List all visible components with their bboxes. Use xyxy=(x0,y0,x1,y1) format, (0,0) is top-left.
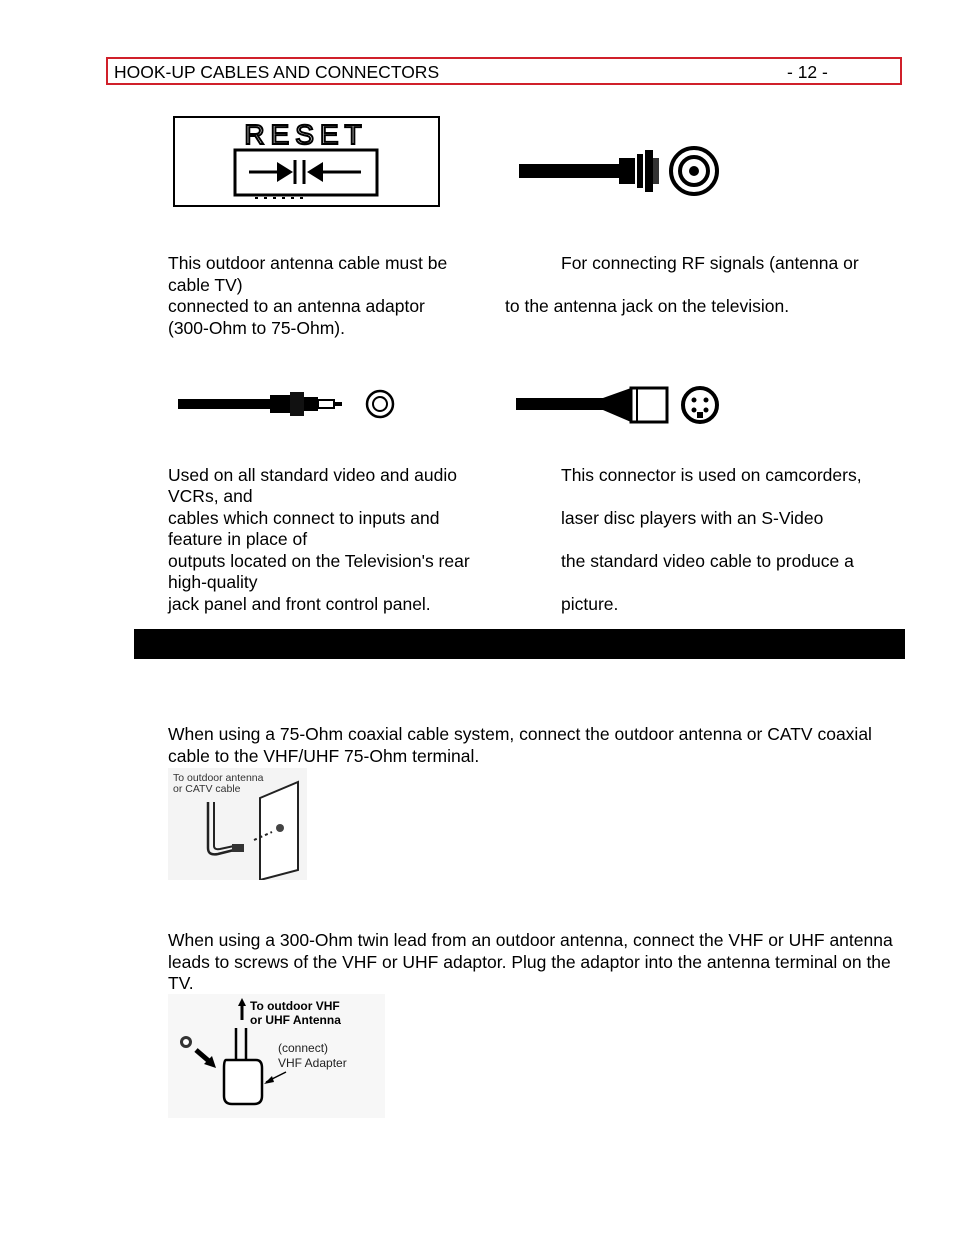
block2-left-line-6: high-quality xyxy=(168,572,258,592)
coaxial-hookup-figure xyxy=(168,768,307,880)
block2-left-line-7: jack panel and front control panel. xyxy=(168,594,431,614)
block2-left-line-5: outputs located on the Television's rear xyxy=(168,551,470,571)
block2-right-line-1: This connector is used on camcorders, xyxy=(561,465,862,485)
section-divider-bar xyxy=(134,629,905,659)
block2-left-line-2: VCRs, and xyxy=(168,486,253,506)
coaxial-figure-label-1: To outdoor antenna xyxy=(173,772,264,784)
block2-left-line-3: cables which connect to inputs and xyxy=(168,508,440,528)
block1-right-line-2: to the antenna jack on the television. xyxy=(505,296,790,316)
reset-label: RESET xyxy=(244,119,368,150)
block1-left-line-2: cable TV) xyxy=(168,275,243,295)
block2-left-line-1: Used on all standard video and audio xyxy=(168,465,457,485)
page-header xyxy=(106,57,902,85)
reset-image xyxy=(173,116,440,207)
block1-left-line-3: connected to an antenna adaptor xyxy=(168,296,425,316)
block1-right-line-1: For connecting RF signals (antenna or xyxy=(561,253,859,273)
section-300ohm-text: When using a 300-Ohm twin lead from an outdoor antenna, connect the VHF or UHF antenna leads to screws of the VHF or UHF adaptor. Plug the adaptor into the antenna terminal on the TV. xyxy=(168,930,893,993)
block1-left-line-4: (300-Ohm to 75-Ohm). xyxy=(168,318,345,338)
block2-right-line-2: laser disc players with an S-Video xyxy=(561,508,824,528)
header-title: HOOK-UP CABLES AND CONNECTORS xyxy=(114,62,440,82)
rf-connector-image xyxy=(505,140,725,202)
coaxial-figure-label-2: or CATV cable xyxy=(173,783,241,795)
block2-left-line-4: feature in place of xyxy=(168,529,308,549)
section-75ohm-text: When using a 75-Ohm coaxial cable system, connect the outdoor antenna or CATV coaxial cable to the VHF/UHF 75-Ohm terminal. xyxy=(168,724,872,766)
twin-lead-figure-label-1: To outdoor VHF xyxy=(250,999,340,1013)
page-number: - 12 - xyxy=(787,62,828,82)
twin-lead-figure-label-2: or UHF Antenna xyxy=(250,1013,341,1027)
twin-lead-figure-label-3: (connect) xyxy=(278,1041,329,1055)
block2-right-line-4: picture. xyxy=(561,594,619,614)
twin-lead-figure-label-4: VHF Adapter xyxy=(278,1056,347,1070)
rca-connector-image xyxy=(174,380,406,428)
svideo-connector-image xyxy=(513,380,723,430)
block1-left-line-1: This outdoor antenna cable must be xyxy=(168,253,448,273)
twin-lead-hookup-figure xyxy=(168,994,385,1118)
block2-right-line-3: the standard video cable to produce a xyxy=(561,551,854,571)
